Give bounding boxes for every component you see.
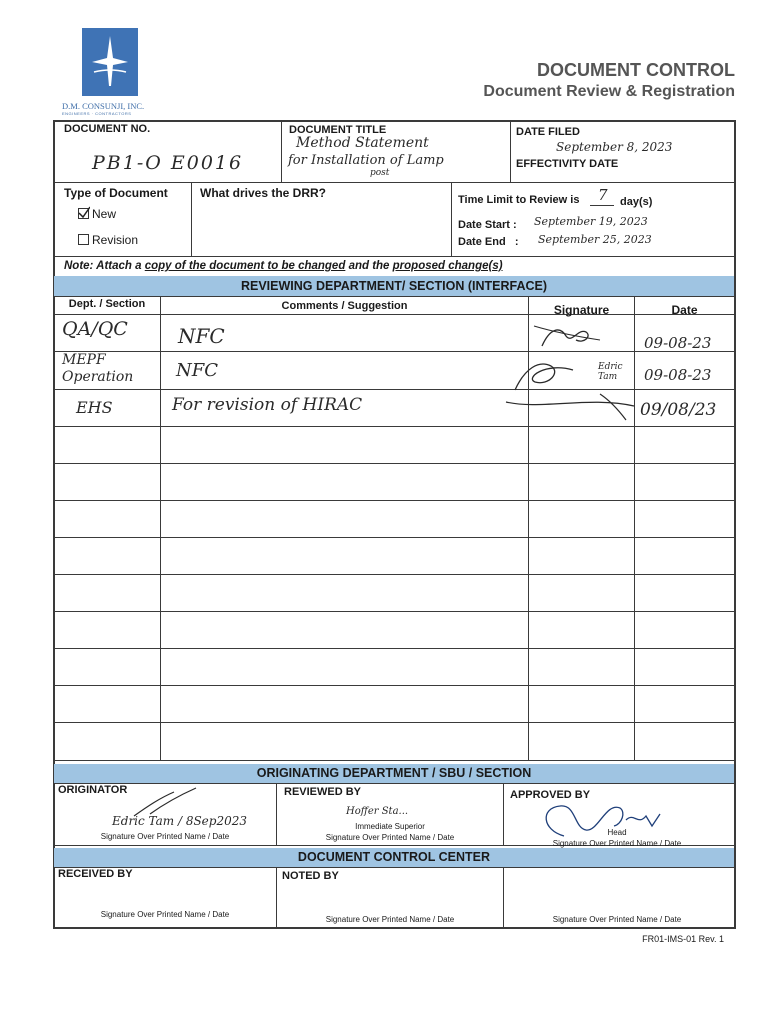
immediate-superior-label: Immediate Superior xyxy=(355,822,425,831)
originating-band: ORIGINATING DEPARTMENT / SBU / SECTION xyxy=(54,764,734,783)
date-filed-value[interactable]: September 8, 2023 xyxy=(556,140,673,154)
revision-checkbox[interactable] xyxy=(78,234,89,245)
doc-title-line2[interactable]: for Installation of Lamp xyxy=(288,153,444,168)
drives-label: What drives the DRR? xyxy=(200,186,327,200)
noted-caption: Signature Over Printed Name / Date xyxy=(325,915,455,924)
reviewed-signature-text[interactable]: Hoffer Sta... xyxy=(346,806,409,817)
col-dept-header: Dept. / Section xyxy=(68,298,146,310)
row1-date[interactable]: 09-08-23 xyxy=(644,334,712,352)
row1-signature-icon xyxy=(530,318,630,350)
originator-caption: Signature Over Printed Name / Date xyxy=(100,832,230,841)
form-number: FR01-IMS-01 Rev. 1 xyxy=(642,934,724,944)
row3-dept[interactable]: EHS xyxy=(76,398,113,417)
time-limit-label: Time Limit to Review is xyxy=(458,194,580,206)
col-date-header: Date xyxy=(671,303,698,317)
type-revision-label: Revision xyxy=(92,233,139,247)
dcc-band: DOCUMENT CONTROL CENTER xyxy=(54,848,734,867)
company-tagline: ENGINEERS · CONTRACTORS xyxy=(62,111,132,116)
noted-by-label: NOTED BY xyxy=(282,870,339,882)
received-caption: Signature Over Printed Name / Date xyxy=(100,910,230,919)
checkmark-icon xyxy=(78,206,90,218)
row3-signature-icon xyxy=(500,388,640,424)
doc-title-label: DOCUMENT TITLE xyxy=(289,124,387,136)
date-start-label: Date Start : xyxy=(458,219,517,231)
company-name: D.M. CONSUNJI, INC. xyxy=(62,101,145,111)
type-label: Type of Document xyxy=(64,186,168,200)
review-band: REVIEWING DEPARTMENT/ SECTION (INTERFACE) xyxy=(54,276,734,296)
note-text: Note: Attach a copy of the document to be changed and the proposed change(s) xyxy=(64,260,503,272)
time-limit-unit: day(s) xyxy=(620,196,653,208)
reviewed-caption: Signature Over Printed Name / Date xyxy=(325,833,455,842)
originator-label: ORIGINATOR xyxy=(58,784,128,796)
date-filed-label: DATE FILED xyxy=(516,126,580,138)
row3-comment[interactable]: For revision of HIRAC xyxy=(172,395,363,415)
originator-signature-text[interactable]: Edric Tam / 8Sep2023 xyxy=(112,814,248,828)
approved-by-label: APPROVED BY xyxy=(510,789,591,801)
row2-signature-name: Edric Tam xyxy=(598,362,623,382)
received-by-label: RECEIVED BY xyxy=(58,868,133,880)
page-title: DOCUMENT CONTROL xyxy=(537,60,735,80)
date-end-label: Date End : xyxy=(458,236,519,248)
date-end-value[interactable]: September 25, 2023 xyxy=(538,233,652,246)
new-checkbox[interactable] xyxy=(78,208,89,219)
row2-date[interactable]: 09-08-23 xyxy=(644,366,712,384)
doc-title-line3[interactable]: post xyxy=(370,168,390,178)
type-new-label: New xyxy=(92,207,117,221)
row2-comment[interactable]: NFC xyxy=(176,360,219,381)
doc-no-value[interactable]: PB1-O E0016 xyxy=(92,152,244,174)
head-label: Head xyxy=(607,828,627,837)
reviewed-by-label: REVIEWED BY xyxy=(284,786,362,798)
approved-caption: Signature Over Printed Name / Date xyxy=(552,839,682,848)
effectivity-label: EFFECTIVITY DATE xyxy=(516,158,619,170)
page-subtitle: Document Review & Registration xyxy=(483,83,735,100)
row2-dept[interactable]: MEPF Operation xyxy=(62,352,134,385)
row3-date[interactable]: 09/08/23 xyxy=(640,400,717,420)
third-caption: Signature Over Printed Name / Date xyxy=(552,915,682,924)
row1-comment[interactable]: NFC xyxy=(178,324,225,348)
logo-emblem-icon xyxy=(82,28,138,96)
col-comments-header: Comments / Suggestion xyxy=(281,300,408,312)
doc-no-label: DOCUMENT NO. xyxy=(64,123,151,135)
col-signature-header: Signature xyxy=(553,303,610,317)
company-logo xyxy=(82,28,138,96)
time-limit-value[interactable]: 7 xyxy=(598,186,608,204)
row1-dept[interactable]: QA/QC xyxy=(62,318,128,340)
doc-title-line1[interactable]: Method Statement xyxy=(296,135,429,151)
date-start-value[interactable]: September 19, 2023 xyxy=(534,215,648,228)
